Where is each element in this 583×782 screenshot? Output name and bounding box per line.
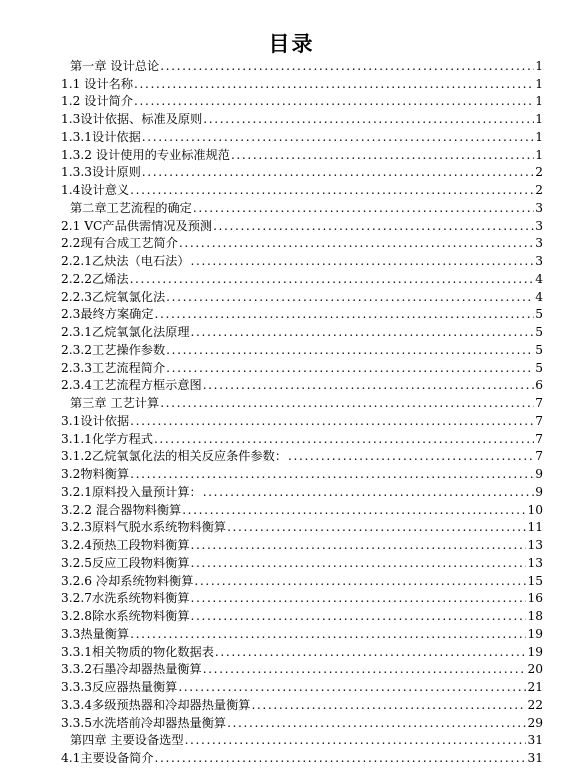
toc-entry[interactable] <box>61 749 543 767</box>
toc-page-number: 3 <box>535 254 543 268</box>
dot-leader <box>130 182 534 199</box>
toc-entry[interactable] <box>61 146 543 164</box>
toc-entry-label: 3.2.3原料气脱水系统物料衡算 <box>61 520 227 535</box>
toc-entry[interactable] <box>61 501 543 519</box>
toc-entry-label: 2.2.3乙烷氧氯化法 <box>61 289 166 304</box>
toc-page-number: 5 <box>535 360 543 375</box>
toc-entry[interactable] <box>61 181 543 199</box>
toc-entry[interactable] <box>61 678 543 696</box>
toc-entry[interactable] <box>61 607 543 625</box>
toc-entry-label: 2.3.4工艺流程方框示意图 <box>61 378 202 393</box>
toc-page-number: 19 <box>527 626 543 641</box>
toc-page-number: 31 <box>527 733 543 748</box>
toc-entry[interactable] <box>61 412 543 430</box>
dot-leader <box>178 679 526 696</box>
toc-entry-label: 第一章 设计总论 <box>70 58 160 73</box>
table-of-contents <box>61 57 543 767</box>
toc-entry[interactable] <box>61 110 543 128</box>
toc-entry[interactable] <box>61 377 543 395</box>
toc-entry-label: 3.1.1化学方程式 <box>61 431 153 446</box>
toc-entry-label: 3.3热量衡算 <box>61 626 130 641</box>
toc-page-number: 20 <box>527 662 543 677</box>
toc-entry-label: 3.2.8除水系统物料衡算 <box>61 609 190 623</box>
toc-entry[interactable] <box>61 554 543 572</box>
dot-leader <box>134 93 534 110</box>
toc-entry-label: 2.3最终方案确定 <box>61 307 154 322</box>
toc-page-number: 22 <box>527 697 543 712</box>
toc-page-number: 18 <box>527 609 543 623</box>
toc-page-number: 7 <box>535 431 543 446</box>
toc-entry[interactable] <box>61 93 543 111</box>
dot-leader <box>142 164 534 181</box>
dot-leader <box>185 732 527 749</box>
toc-entry[interactable] <box>61 75 543 93</box>
dot-leader <box>191 253 535 270</box>
toc-page-number: 1 <box>535 129 543 144</box>
toc-entry-label: 3.2.5反应工段物料衡算 <box>61 555 190 570</box>
toc-page-number: 6 <box>535 378 543 393</box>
toc-page-number: 3 <box>535 236 543 251</box>
dot-leader <box>155 750 527 767</box>
toc-page-number: 7 <box>535 449 543 464</box>
toc-entry-label: 3.2.1原料投入量预计算： <box>61 484 202 499</box>
toc-page-number: 7 <box>535 413 543 428</box>
dot-leader <box>191 555 527 572</box>
dot-leader <box>213 218 534 235</box>
dot-leader <box>227 715 526 732</box>
toc-entry[interactable] <box>61 164 543 182</box>
toc-entry[interactable] <box>61 270 543 288</box>
toc-chapter-entry[interactable] <box>61 57 543 75</box>
toc-entry[interactable] <box>61 448 543 466</box>
toc-page-number: 1 <box>535 58 543 73</box>
toc-page-number: 11 <box>527 520 543 535</box>
toc-page-number: 7 <box>535 396 543 410</box>
toc-entry[interactable] <box>61 483 543 501</box>
toc-entry-label: 4.1主要设备简介 <box>61 751 154 765</box>
toc-chapter-entry[interactable] <box>61 732 543 750</box>
toc-entry-label: 3.2.6 冷却系统物料衡算 <box>61 573 194 588</box>
toc-entry-label: 3.3.1相关物质的物化数据表 <box>61 644 214 659</box>
toc-page-number: 1 <box>535 147 543 162</box>
toc-entry-label: 2.2.2乙烯法 <box>61 271 129 286</box>
toc-entry-label: 1.2 设计简介 <box>61 94 134 109</box>
toc-page-number: 3 <box>535 200 543 215</box>
toc-entry-label: 1.3.1设计依据 <box>61 129 141 144</box>
toc-entry[interactable] <box>61 625 543 643</box>
dot-leader <box>203 377 535 394</box>
toc-entry[interactable] <box>61 661 543 679</box>
toc-entry-label: 第三章 工艺计算 <box>70 396 160 410</box>
toc-entry-label: 3.2.2 混合器物料衡算 <box>61 502 182 517</box>
toc-page-number: 13 <box>527 555 543 570</box>
toc-page-number: 2 <box>535 165 543 180</box>
dot-leader <box>130 466 534 483</box>
toc-entry[interactable] <box>61 323 543 341</box>
dot-leader <box>130 626 526 643</box>
toc-entry-label: 1.3.2 设计使用的专业标准规范 <box>61 147 230 162</box>
toc-page-number: 4 <box>535 271 543 286</box>
toc-page-number: 15 <box>527 573 543 588</box>
toc-entry[interactable] <box>61 572 543 590</box>
toc-entry[interactable] <box>61 235 543 253</box>
toc-page-number: 1 <box>535 112 543 126</box>
toc-page-number: 10 <box>527 502 543 517</box>
toc-page-number: 4 <box>535 289 543 304</box>
toc-page-number: 13 <box>527 538 543 552</box>
toc-chapter-entry[interactable] <box>61 199 543 217</box>
toc-page-number: 5 <box>535 307 543 322</box>
toc-entry[interactable] <box>61 341 543 359</box>
dot-leader <box>191 324 535 341</box>
toc-entry[interactable] <box>61 252 543 270</box>
toc-entry-label: 2.1 VC产品供需情况及预测 <box>61 218 213 233</box>
toc-page-number: 2 <box>535 183 543 197</box>
dot-leader <box>160 58 534 75</box>
toc-chapter-entry[interactable] <box>61 394 543 412</box>
dot-leader <box>288 448 534 465</box>
dot-leader <box>166 289 534 306</box>
toc-title: 目录 <box>268 32 315 56</box>
toc-entry[interactable] <box>61 696 543 714</box>
toc-entry-label: 2.3.3工艺流程简介 <box>61 360 166 375</box>
toc-page-number: 1 <box>535 76 543 91</box>
toc-page-number: 1 <box>535 94 543 109</box>
toc-page-number: 31 <box>527 751 543 765</box>
dot-leader <box>191 608 527 625</box>
toc-entry-label: 3.3.4多级预热器和冷却器热量衡算 <box>61 697 251 712</box>
toc-page-number: 5 <box>535 325 543 339</box>
toc-entry-label: 1.1 设计名称 <box>61 76 134 91</box>
toc-entry-label: 2.2现有合成工艺简介 <box>61 236 178 251</box>
toc-entry-label: 2.3.1乙烷氧氯化法原理 <box>61 325 190 339</box>
toc-entry[interactable] <box>61 359 543 377</box>
dot-leader <box>182 502 526 519</box>
dot-leader <box>154 431 534 448</box>
dot-leader <box>134 76 534 93</box>
toc-entry-label: 3.1设计依据 <box>61 413 130 428</box>
toc-entry-label: 3.3.3反应器热量衡算 <box>61 680 178 694</box>
toc-entry-label: 3.1.2乙烷氧氯化法的相关反应条件参数： <box>61 449 288 464</box>
toc-entry-label: 第二章工艺流程的确定 <box>70 200 192 215</box>
toc-page-number: 19 <box>527 644 543 659</box>
dot-leader <box>160 395 534 412</box>
toc-entry-label: 3.2.4预热工段物料衡算 <box>61 538 190 552</box>
dot-leader <box>130 413 534 430</box>
toc-page-number: 9 <box>535 484 543 499</box>
toc-entry-label: 1.3.3设计原则 <box>61 165 141 180</box>
toc-entry[interactable] <box>61 465 543 483</box>
toc-entry-label: 3.2.7水洗系统物料衡算 <box>61 591 190 606</box>
toc-page-number: 21 <box>527 680 543 694</box>
dot-leader <box>203 111 534 128</box>
dot-leader <box>193 200 534 217</box>
toc-entry-label: 2.3.2工艺操作参数 <box>61 342 166 357</box>
dot-leader <box>203 661 527 678</box>
toc-entry-label: 2.2.1乙炔法（电石法） <box>61 254 190 268</box>
dot-leader <box>179 235 534 252</box>
toc-page-number: 29 <box>527 715 543 730</box>
toc-entry[interactable] <box>61 306 543 324</box>
dot-leader <box>194 573 526 590</box>
dot-leader <box>231 147 534 164</box>
toc-entry[interactable] <box>61 714 543 732</box>
toc-entry-label: 1.3设计依据、标准及原则 <box>61 112 203 126</box>
toc-entry[interactable] <box>61 590 543 608</box>
dot-leader <box>166 342 534 359</box>
toc-entry[interactable] <box>61 643 543 661</box>
toc-entry-label: 1.4设计意义 <box>61 183 130 197</box>
dot-leader <box>166 360 534 377</box>
toc-page-number: 5 <box>535 342 543 357</box>
dot-leader <box>191 537 527 554</box>
toc-page-number: 3 <box>535 218 543 233</box>
dot-leader <box>227 519 526 536</box>
dot-leader <box>191 590 527 607</box>
toc-entry-label: 3.3.2石墨冷却器热量衡算 <box>61 662 202 677</box>
toc-entry[interactable] <box>61 536 543 554</box>
toc-page-number: 9 <box>535 467 543 481</box>
toc-entry[interactable] <box>61 430 543 448</box>
toc-entry[interactable] <box>61 519 543 537</box>
dot-leader <box>142 129 534 146</box>
dot-leader <box>203 484 535 501</box>
toc-entry[interactable] <box>61 217 543 235</box>
dot-leader <box>130 271 535 288</box>
toc-entry-label: 3.3.5水洗塔前冷却器热量衡算 <box>61 715 227 730</box>
toc-page-number: 16 <box>527 591 543 606</box>
toc-entry[interactable] <box>61 288 543 306</box>
toc-entry-label: 第四章 主要设备选型 <box>70 733 184 748</box>
dot-leader <box>155 306 535 323</box>
toc-entry-label: 3.2物料衡算 <box>61 467 130 481</box>
toc-entry[interactable] <box>61 128 543 146</box>
dot-leader <box>215 644 527 661</box>
dot-leader <box>251 697 526 714</box>
